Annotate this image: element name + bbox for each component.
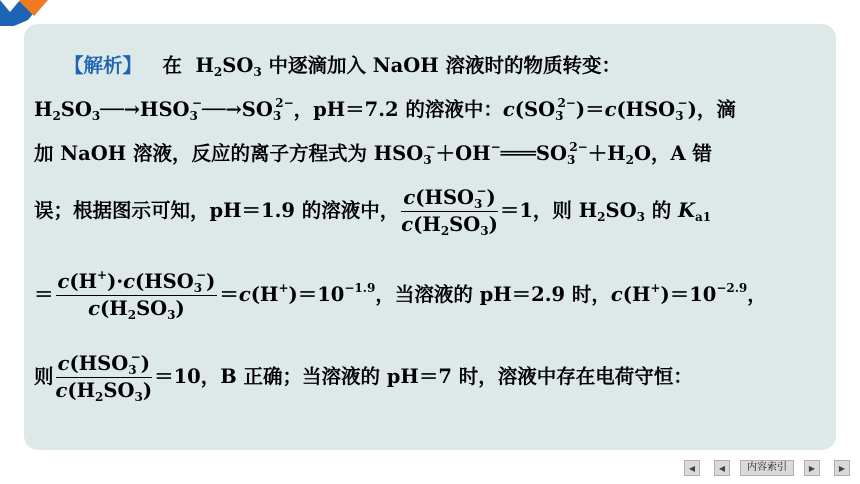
fraction-1: $\frac{c(HSO_3^-)}{c(H_2SO_3)}$ <box>401 184 498 238</box>
content-index-button[interactable]: 内容索引 <box>740 460 794 476</box>
fraction-3: $\frac{c(HSO_3^-)}{c(H_2SO_3)}$ <box>55 350 153 404</box>
logo-icon <box>0 0 60 26</box>
line-1: 【解析】 在 $H_2SO_3$ 中逐滴加入 NaOH 溶液时的物质转变： <box>64 54 621 79</box>
line-5: ＝ $\frac{c(H^+)\cdot c(HSO_3^-)}{c(H_2SO_3)}$ $=c(H^+)=10^{-1.9}$，当溶液的 pH＝2.9 时，$c(H^+)=10^{-2.9}$， <box>34 268 767 322</box>
line-4: 误；根据图示可知，pH＝1.9 的溶液中， $\frac{c(HSO_3^-)}{c(H_2SO_3)}$ ＝1，则 $H_2SO_3$ 的 $K_{a1}$ <box>34 184 712 238</box>
line-3: 加 NaOH 溶液，反应的离子方程式为 $HSO_3^-+OH^-═══SO_3^{2-}+H_2O$，A 错 <box>34 140 712 167</box>
next-page-icon[interactable]: ▶ <box>804 460 820 476</box>
line-6: 则 $\frac{c(HSO_3^-)}{c(H_2SO_3)}$ ＝10，B 正确；当溶液的 pH＝7 时，溶液中存在电荷守恒： <box>34 350 693 404</box>
first-page-icon[interactable]: ◀ <box>684 460 700 476</box>
last-page-icon[interactable]: ▶ <box>834 460 850 476</box>
page-navigation <box>684 460 850 476</box>
line-2: $H_2SO_3──\to HSO_3^-──\to SO_3^{2-}$，pH＝7.2 的溶液中：$c(SO_3^{2-})=c(HSO_3^-)$，滴 <box>34 96 736 123</box>
analysis-tag: 【解析】 <box>64 54 143 77</box>
previous-page-icon[interactable]: ◀ <box>714 460 730 476</box>
fraction-2: $\frac{c(H^+)\cdot c(HSO_3^-)}{c(H_2SO_3)}$ <box>57 268 216 322</box>
